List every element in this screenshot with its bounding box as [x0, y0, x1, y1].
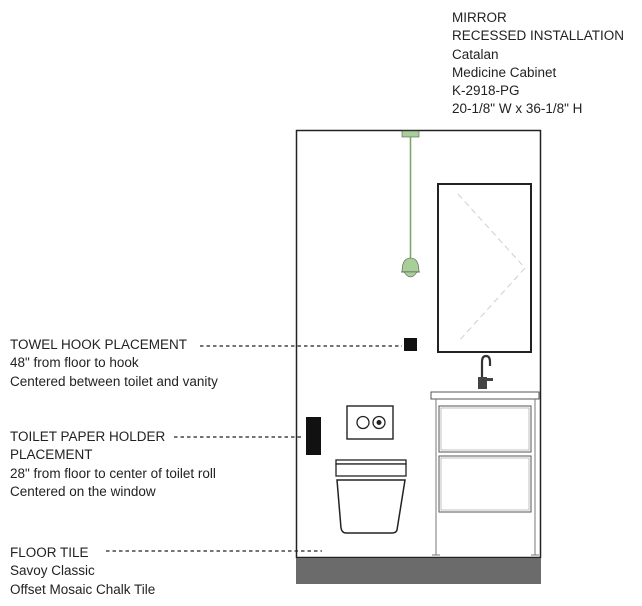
- towel-hook-callout-position: Centered between toilet and vanity: [10, 373, 218, 389]
- floor-tile-callout-brand: Savoy Classic: [10, 563, 95, 579]
- toilet-paper-holder-icon: [306, 417, 321, 455]
- toilet-icon: [336, 460, 406, 533]
- mirror-callout-product: Medicine Cabinet: [452, 64, 557, 80]
- towel-hook-icon: [404, 338, 417, 351]
- toilet-paper-callout-position: Centered on the window: [10, 483, 156, 499]
- mirror-cabinet: [438, 184, 531, 352]
- pendant-light-icon: [401, 131, 420, 277]
- towel-hook-callout-title: TOWEL HOOK PLACEMENT: [10, 337, 188, 352]
- floor-tile-callout-product: Offset Mosaic Chalk Tile: [10, 581, 156, 597]
- floor-tile-callout-title: FLOOR TILE: [10, 545, 89, 560]
- vanity-cabinet: [431, 392, 539, 555]
- toilet-paper-callout-height: 28" from floor to center of toilet roll: [10, 465, 216, 481]
- towel-hook-callout-height: 48" from floor to hook: [10, 355, 139, 371]
- mirror-callout-title: MIRROR: [452, 10, 507, 25]
- toilet-paper-callout-title-2: PLACEMENT: [10, 447, 93, 463]
- faucet-icon: [478, 356, 493, 389]
- mirror-callout-size: 20-1/8" W x 36-1/8" H: [452, 101, 583, 117]
- toilet-paper-callout-title: TOILET PAPER HOLDER: [10, 429, 166, 444]
- floor-tile-band: [296, 558, 541, 584]
- mirror-callout-brand: Catalan: [452, 46, 499, 62]
- mirror-callout-install: RECESSED INSTALLATION: [452, 28, 625, 44]
- flush-plate-icon: [347, 406, 393, 439]
- mirror-callout-model: K-2918-PG: [452, 83, 520, 99]
